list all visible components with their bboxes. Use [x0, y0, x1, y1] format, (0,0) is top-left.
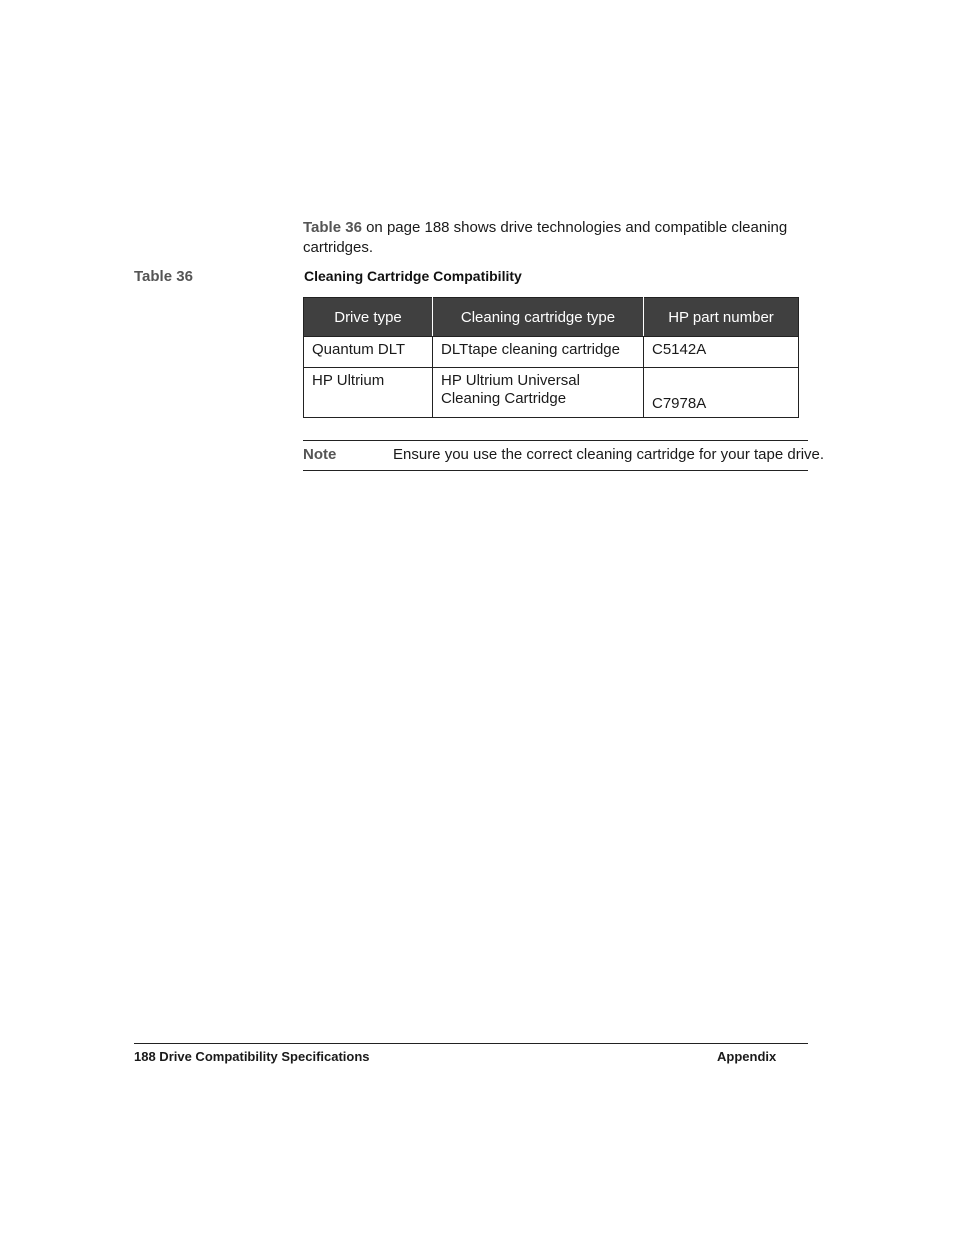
- cell-drive-type: HP Ultrium: [304, 368, 433, 418]
- footer-divider: [134, 1043, 808, 1044]
- footer-chapter: Appendix: [717, 1049, 777, 1064]
- header-drive-type: Drive type: [304, 298, 433, 337]
- table-row: [304, 337, 799, 368]
- footer-page-section: 188 Drive Compatibility Specifications: [134, 1049, 370, 1064]
- table-cross-reference-link[interactable]: Table 36: [303, 219, 362, 236]
- cleaning-cartridge-table: [303, 297, 799, 418]
- cell-drive-type: Quantum DLT: [304, 337, 433, 368]
- table-header-row: [304, 298, 799, 337]
- cell-part-number: C7978A: [644, 368, 799, 418]
- cell-part-number: C5142A: [644, 337, 799, 368]
- header-hp-part-number: HP part number: [644, 298, 799, 337]
- note-text: Ensure you use the correct cleaning cartridge for your tape drive.: [393, 446, 825, 463]
- cell-cartridge-type: HP Ultrium Universal Cleaning Cartridge: [433, 368, 644, 418]
- note-box: [303, 440, 825, 471]
- table-row: [304, 368, 799, 418]
- header-cleaning-cartridge-type: Cleaning cartridge type: [433, 298, 644, 337]
- table-number-label: Table 36: [134, 268, 193, 285]
- intro-text: on page 188 shows drive technologies and compatible cleaning cartridges.: [303, 219, 788, 256]
- cell-cartridge-type: DLTtape cleaning cartridge: [433, 337, 644, 368]
- note-label: Note: [303, 446, 337, 463]
- table-caption: Cleaning Cartridge Compatibility: [304, 268, 522, 284]
- intro-paragraph: [303, 218, 803, 258]
